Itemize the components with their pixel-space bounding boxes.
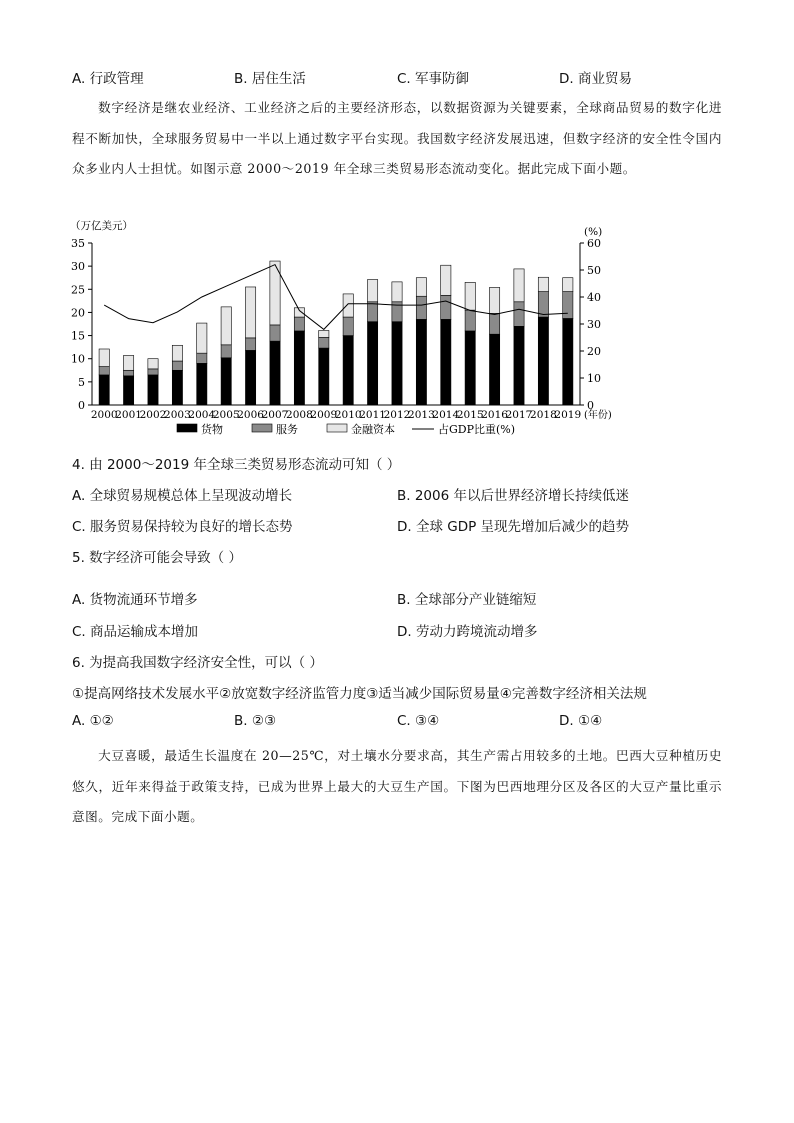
q6-stem: 6. 为提高我国数字经济安全性，可以（ ） bbox=[72, 655, 323, 671]
x-tick-label: 2005 bbox=[212, 409, 240, 421]
option-letter: C. bbox=[397, 71, 411, 87]
right-tick-label: 30 bbox=[587, 318, 601, 331]
option-letter: B. bbox=[234, 71, 248, 87]
option-b bbox=[234, 67, 306, 87]
bar-segment bbox=[245, 350, 255, 405]
legend-label: 占GDP比重(%) bbox=[438, 423, 516, 436]
passage-soybean bbox=[72, 741, 722, 833]
right-axis-unit: (%) bbox=[584, 226, 603, 238]
bar-segment bbox=[197, 323, 207, 353]
bar-segment bbox=[416, 296, 426, 319]
bar-segment bbox=[392, 322, 402, 405]
legend-swatch bbox=[252, 424, 272, 432]
bar-segment bbox=[294, 317, 304, 331]
q5-option-a: A. 货物流通环节增多 bbox=[72, 592, 198, 608]
q4-stem: 4. 由 2000～2019 年全球三类贸易形态流动可知（ ） bbox=[72, 457, 401, 473]
x-tick-label: 2001 bbox=[115, 409, 142, 421]
bar-segment bbox=[123, 370, 133, 376]
bar-segment bbox=[123, 376, 133, 405]
x-tick-label: 2012 bbox=[383, 409, 411, 421]
legend-label: 服务 bbox=[276, 423, 298, 436]
q5-option-b: B. 全球部分产业链缩短 bbox=[397, 592, 537, 608]
q6-option-c: C. ③④ bbox=[397, 713, 440, 729]
left-tick-label: 10 bbox=[71, 352, 85, 366]
bar-segment bbox=[441, 265, 451, 295]
bar-segment bbox=[343, 317, 353, 336]
bar-segment bbox=[270, 341, 280, 405]
right-tick-label: 60 bbox=[587, 237, 601, 250]
x-tick-label: 2009 bbox=[310, 409, 338, 421]
right-tick-label: 40 bbox=[587, 291, 601, 304]
bar-segment bbox=[245, 287, 255, 338]
x-tick-label: 2003 bbox=[164, 409, 191, 421]
left-tick-label: 5 bbox=[78, 375, 85, 389]
q6-option-d: D. ①④ bbox=[559, 713, 603, 729]
bar-segment bbox=[465, 331, 475, 405]
passage-digital-economy bbox=[72, 93, 722, 185]
legend-swatch bbox=[327, 424, 347, 432]
left-tick-label: 0 bbox=[78, 399, 85, 412]
bar-segment bbox=[245, 338, 255, 350]
bar-segment bbox=[197, 363, 207, 405]
bar-segment bbox=[563, 292, 573, 319]
left-axis-unit: （万亿美元） bbox=[70, 220, 133, 232]
x-tick-label: 2014 bbox=[432, 409, 460, 421]
bar-segment bbox=[221, 307, 231, 345]
bar-segment bbox=[319, 348, 329, 405]
bar-segment bbox=[270, 325, 280, 341]
bar-segment bbox=[343, 336, 353, 405]
x-tick-label: 2004 bbox=[188, 409, 216, 421]
bar-segment bbox=[538, 277, 548, 291]
x-tick-label: 2002 bbox=[139, 409, 167, 421]
bar-segment bbox=[514, 326, 524, 405]
bar-segment bbox=[465, 282, 475, 310]
bar-segment bbox=[172, 361, 182, 370]
bar-segment bbox=[392, 282, 402, 302]
q5-option-c: C. 商品运输成本增加 bbox=[72, 624, 199, 640]
right-tick-label: 50 bbox=[587, 264, 601, 277]
bar-segment bbox=[416, 278, 426, 297]
bar-segment bbox=[489, 334, 499, 405]
bar-segment bbox=[99, 375, 109, 405]
x-tick-label: 2007 bbox=[261, 409, 289, 421]
bar-segment bbox=[148, 359, 158, 369]
bar-segment bbox=[367, 322, 377, 405]
q4-option-c: C. 服务贸易保持较为良好的增长态势 bbox=[72, 519, 293, 535]
bar-segment bbox=[489, 313, 499, 334]
bar-segment bbox=[148, 375, 158, 405]
option-c bbox=[397, 67, 469, 87]
option-text: 军事防御 bbox=[415, 71, 470, 87]
bar-segment bbox=[563, 278, 573, 292]
bar-segment bbox=[319, 337, 329, 348]
x-tick-label: 2019 bbox=[554, 409, 582, 421]
bar-segment bbox=[148, 369, 158, 375]
bar-segment bbox=[197, 353, 207, 363]
bar-segment bbox=[514, 269, 524, 302]
bar-segment bbox=[441, 319, 451, 405]
bar-segment bbox=[343, 294, 353, 317]
x-tick-label: 2000 bbox=[90, 409, 118, 421]
left-tick-label: 25 bbox=[71, 283, 85, 297]
bar-segment bbox=[441, 295, 451, 319]
option-a bbox=[72, 67, 144, 87]
passage-text: 大豆喜暖，最适生长温度在 20—25℃，对土壤水分要求高，其生产需占用较多的土地。巴西大豆种植历史悠久，近年来得益于政策支持，已成为世界上最大的大豆生产国。下图为巴西地理分区及各区的大豆产量比重示意图。完成下面小题。 bbox=[72, 748, 722, 824]
bar-segment bbox=[367, 302, 377, 322]
q6-option-a: A. ①② bbox=[72, 713, 114, 729]
option-text: 居住生活 bbox=[251, 71, 306, 87]
x-tick-label: 2011 bbox=[359, 409, 386, 421]
bar-segment bbox=[123, 355, 133, 370]
x-axis-unit: (年份) bbox=[584, 410, 612, 421]
option-letter: D. bbox=[559, 71, 574, 87]
q5-stem: 5. 数字经济可能会导致（ ） bbox=[72, 550, 242, 566]
left-tick-label: 35 bbox=[71, 237, 85, 250]
option-text: 行政管理 bbox=[89, 71, 144, 87]
q6-option-b: B. ②③ bbox=[234, 713, 277, 729]
q5-option-d: D. 劳动力跨境流动增多 bbox=[397, 624, 538, 640]
bar-segment bbox=[294, 331, 304, 405]
x-tick-label: 2015 bbox=[456, 409, 484, 421]
legend-label: 金融资本 bbox=[351, 423, 395, 436]
bar-segment bbox=[538, 317, 548, 405]
option-d bbox=[559, 67, 632, 87]
right-tick-label: 0 bbox=[587, 399, 594, 412]
right-tick-label: 20 bbox=[587, 345, 601, 358]
left-tick-label: 30 bbox=[71, 260, 85, 274]
x-tick-label: 2010 bbox=[334, 409, 362, 421]
bar-segment bbox=[221, 358, 231, 405]
bar-segment bbox=[99, 367, 109, 375]
bar-segment bbox=[99, 349, 109, 367]
q4-option-a: A. 全球贸易规模总体上呈现波动增长 bbox=[72, 488, 293, 504]
trade-flow-chart bbox=[62, 215, 662, 445]
bar-segment bbox=[563, 318, 573, 405]
passage-text: 数字经济是继农业经济、工业经济之后的主要经济形态，以数据资源为关键要素，全球商品贸易的数字化进程不断加快，全球服务贸易中一半以上通过数字平台实现。我国数字经济发展迅速，但数字经济的安全性令国内众多业内人士担忧。如图示意 2000～2019 年全球三类贸易形态流动变化。据此完成下面小题。 bbox=[72, 100, 722, 176]
q6-items: ①提高网络技术发展水平②放宽数字经济监管力度③适当减少国际贸易量④完善数字经济相关法规 bbox=[72, 686, 647, 702]
bar-segment bbox=[489, 287, 499, 313]
legend-swatch bbox=[177, 424, 197, 432]
legend-label: 货物 bbox=[201, 423, 223, 436]
x-tick-label: 2017 bbox=[505, 409, 533, 421]
option-text: 商业贸易 bbox=[577, 71, 632, 87]
bar-segment bbox=[465, 310, 475, 331]
bar-segment bbox=[367, 280, 377, 302]
bar-segment bbox=[514, 302, 524, 327]
left-tick-label: 20 bbox=[71, 306, 85, 320]
left-tick-label: 15 bbox=[71, 329, 85, 343]
q4-option-d: D. 全球 GDP 呈现先增加后减少的趋势 bbox=[397, 519, 630, 535]
bar-segment bbox=[416, 319, 426, 405]
bar-segment bbox=[294, 308, 304, 317]
right-tick-label: 10 bbox=[587, 372, 601, 385]
x-tick-label: 2013 bbox=[408, 409, 435, 421]
q4-option-b: B. 2006 年以后世界经济增长持续低迷 bbox=[397, 488, 629, 504]
x-tick-label: 2016 bbox=[481, 409, 508, 421]
bar-segment bbox=[172, 345, 182, 361]
bar-segment bbox=[221, 345, 231, 358]
option-letter: A. bbox=[72, 71, 86, 87]
x-tick-label: 2006 bbox=[237, 409, 264, 421]
bar-segment bbox=[319, 330, 329, 337]
x-tick-label: 2018 bbox=[530, 409, 557, 421]
x-tick-label: 2008 bbox=[286, 409, 313, 421]
bar-segment bbox=[172, 370, 182, 405]
